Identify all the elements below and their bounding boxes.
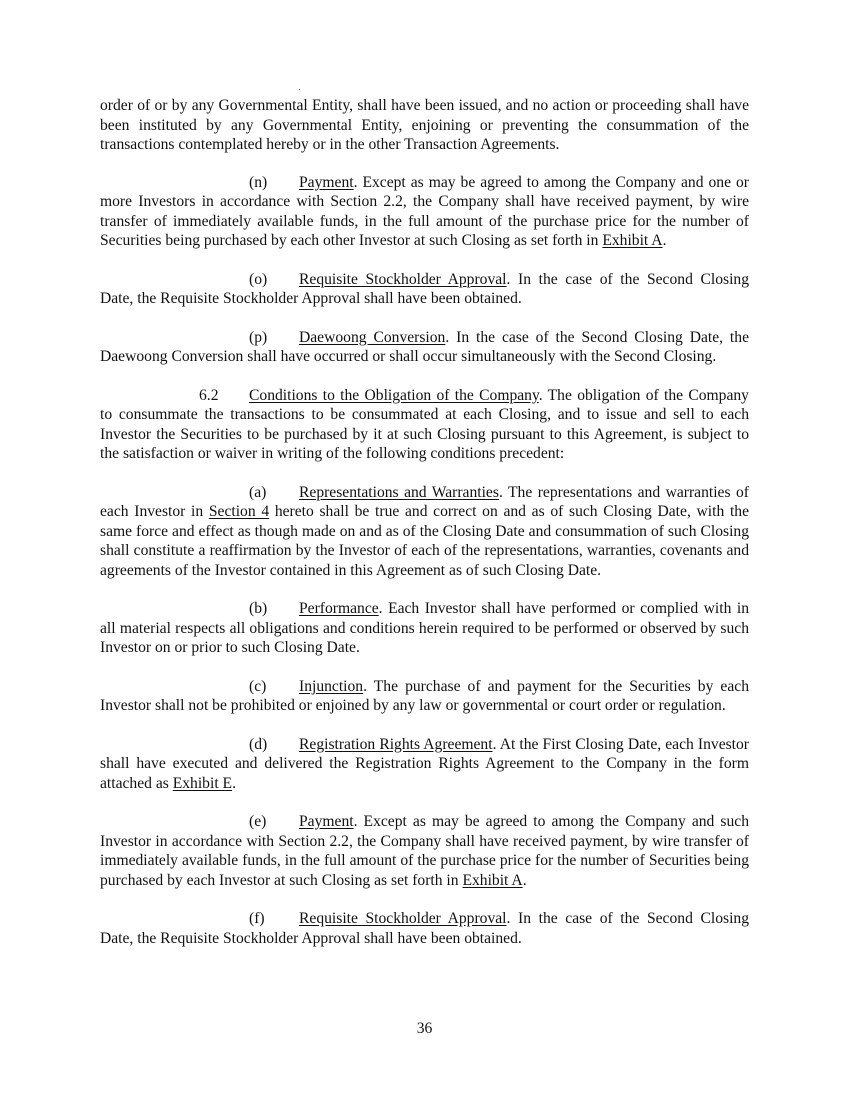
document-page <box>100 96 749 967</box>
item-number: (o) <box>249 270 268 288</box>
item-text-end: . <box>522 871 527 889</box>
item-title: Representations and Warranties <box>299 483 499 501</box>
item-number: (b) <box>249 600 268 617</box>
item-text-end: . <box>232 774 236 792</box>
paragraph-text: order of or by any Governmental Entity, shall have been issued, and no action or proceeding shall have been instituted by any Governmental Entity, enjoining or preventing the consummation of the transactions contemplated hereby or in the other Transaction Agreements. <box>100 97 749 153</box>
item-text: . Except as may be agreed to among the Company and such Investor in accordance with Section 2.2, the Company shall have received payment, by wire transfer of immediately available funds, in the full amount of the purchase price for the number of Securities being purchased by each Investor at such Closing as set forth in <box>100 813 749 889</box>
item-text: . The purchase of and payment for the Securities by each Investor shall not be prohibited or enjoined by any law or governmental or court order or regulation. <box>100 677 749 714</box>
item-title: Registration Rights Agreement <box>299 735 493 753</box>
paragraph-a-representations <box>100 483 749 581</box>
item-title: Payment <box>299 813 354 830</box>
item-number: (a) <box>249 483 267 501</box>
item-title: Payment <box>299 173 354 191</box>
paragraph-d-registration-rights <box>100 735 749 794</box>
item-number: (d) <box>249 735 268 753</box>
item-title: Requisite Stockholder Approval <box>299 910 507 927</box>
item-text: . In the case of the Second Closing Date, the Requisite Stockholder Approval shall have been obtained. <box>100 910 750 947</box>
section-text: . The obligation of the Company to consummate the transactions to be consummated at each Closing, and to issue and sell to each Investor the Securities to be purchased by it at such Closing pursuant to this Agreement, is subject to the satisfaction or waiver in writing of the following conditions precedent: <box>100 386 749 462</box>
scan-artifact-dot <box>299 89 300 90</box>
item-number: (c) <box>249 677 267 695</box>
item-text-end: . <box>662 232 667 249</box>
item-text: . In the case of the Second Closing Date, the Daewoong Conversion shall have occurred or shall occur simultaneously with the Second Closing. <box>100 328 749 365</box>
item-number: (p) <box>249 328 268 346</box>
item-number: (f) <box>249 910 265 927</box>
paragraph-n-payment <box>100 173 749 251</box>
exhibit-reference: Exhibit A <box>602 232 663 249</box>
paragraph-c-injunction <box>100 677 749 716</box>
item-title: Requisite Stockholder Approval <box>299 270 507 288</box>
item-title: Injunction <box>299 677 364 695</box>
paragraph-o-stockholder-approval <box>100 270 749 309</box>
paragraph-p-daewoong-conversion <box>100 328 749 367</box>
item-number: (e) <box>249 813 267 830</box>
item-title: Daewoong Conversion <box>299 328 446 346</box>
item-text: . The representations and warranties of each Investor in <box>100 483 749 520</box>
item-number: (n) <box>249 173 268 191</box>
item-text: . At the First Closing Date, each Investor shall have executed and delivered the Registration Rights Agreement to the Company in the form attached as <box>100 735 749 792</box>
exhibit-reference: Exhibit A <box>462 871 523 889</box>
paragraph-section-6-2 <box>100 386 749 464</box>
item-text: . Each Investor shall have performed or complied with in all material respects all obligations and conditions herein required to be performed or observed by such Investor on or prior to such Closing Date. <box>100 600 749 656</box>
exhibit-reference: Exhibit E <box>172 774 233 792</box>
page-number: 36 <box>416 1020 433 1037</box>
item-text: . Except as may be agreed to among the Company and one or more Investors in accordance with Section 2.2, the Company shall have received payment, by wire transfer of immediately available funds, in the full amount of the purchase price for the number of Securities being purchased by each other Investor at such Closing as set forth in <box>100 173 749 249</box>
paragraph-f-stockholder-approval <box>100 909 749 948</box>
item-text: . In the case of the Second Closing Date, the Requisite Stockholder Approval shall have been obtained. <box>100 270 750 307</box>
section-title: Conditions to the Obligation of the Company <box>249 386 539 404</box>
paragraph-continuation <box>100 96 749 155</box>
section-reference: Section 4 <box>208 503 270 520</box>
item-text-continued: hereto shall be true and correct on and as of such Closing Date, with the same force and effect as though made on and as of the Closing Date and consummation of such Closing shall constitute a reaffirmation by the Investor of each of the representations, warranties, covenants and agreements of the Investor contained in this Agreement as of such Closing Date. <box>100 503 749 579</box>
item-title: Performance <box>299 600 379 617</box>
section-number: 6.2 <box>199 386 219 404</box>
paragraph-b-performance <box>100 599 749 658</box>
paragraph-e-payment <box>100 812 749 890</box>
